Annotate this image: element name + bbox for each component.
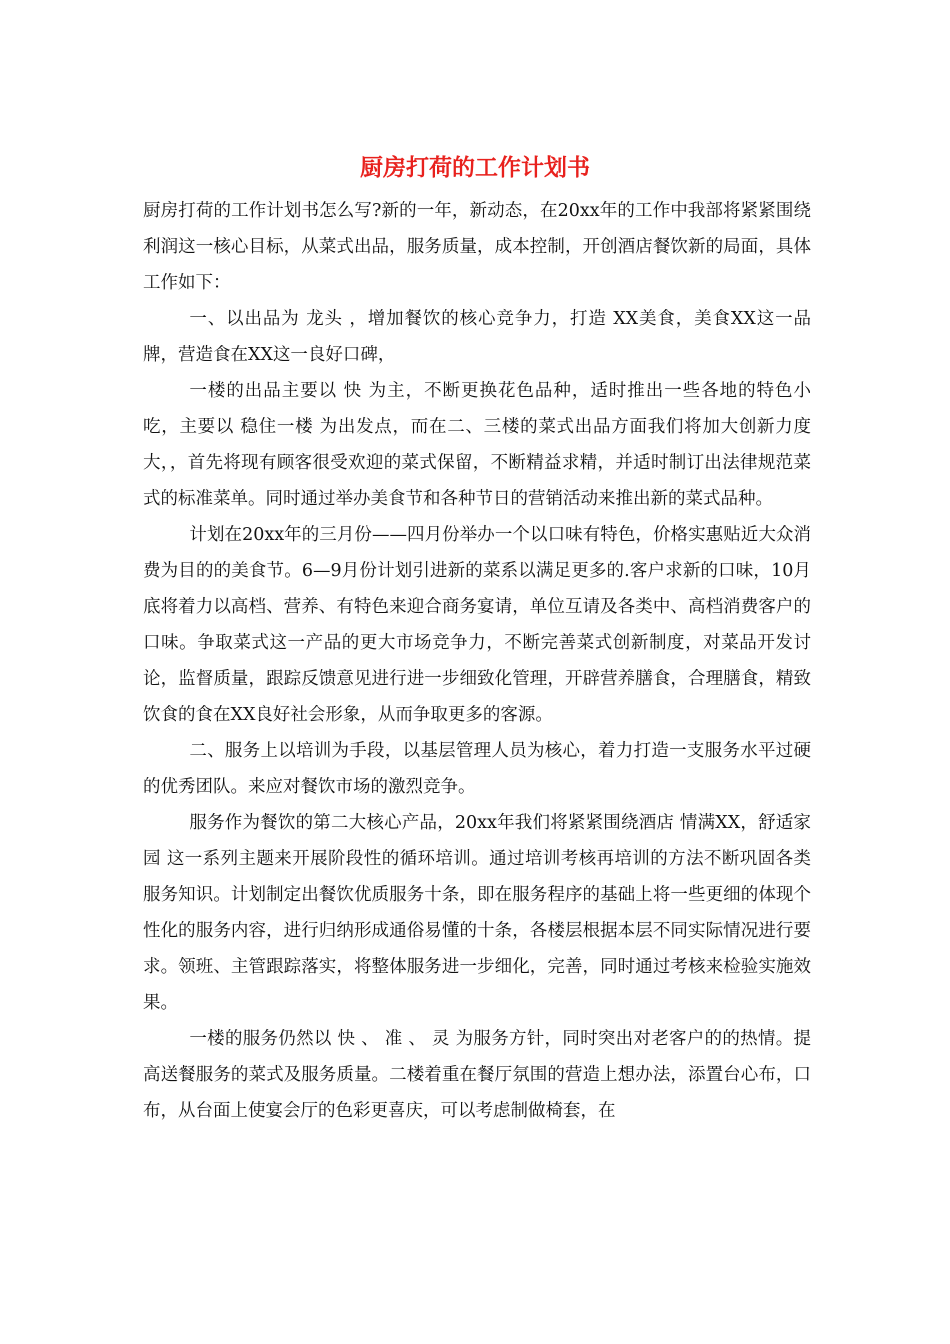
paragraph-service-training: 服务作为餐饮的第二大核心产品，20xx年我们将紧紧围绕酒店 情满XX，舒适家园 这一系列主题来开展阶段性的循环培训。通过培训考核再培训的方法不断巩固各类服务知识。计划制定出餐饮优质服务十条，即在服务程序的基础上将一些更细的体现个性化的服务内容，进行归纳形成通俗易懂的十条，各楼层根据本层不同实际情况进行要求。领班、主管跟踪落实，将整体服务进一步细化，完善，同时通过考核来检验实施效果。 bbox=[143, 813, 811, 1013]
paragraph-first-floor-service: 一楼的服务仍然以 快 、 准 、 灵 为服务方针，同时突出对老客户的的热情。提高送餐服务的菜式及服务质量。二楼着重在餐厅氛围的营造上想办法，添置台心布，口布，从台面上使宴会厅的色彩更喜庆，可以考虑制做椅套，在 bbox=[143, 1029, 811, 1121]
paragraph-first-floor-dishes: 一楼的出品主要以 快 为主，不断更换花色品种，适时推出一些各地的特色小吃，主要以 稳住一楼 为出发点，而在二、三楼的菜式出品方面我们将加大创新力度大，，首先将现有顾客很受欢迎的菜式保留，不断精益求精，并适时制订出法律规范菜式的标准菜单。同时通过举办美食节和各种节日的营销活动来推出新的菜式品种。 bbox=[143, 381, 811, 509]
paragraph-section-1-heading: 一、以出品为 龙头 ，增加餐饮的核心竞争力，打造 XX美食，美食XX这一品牌，营造食在XX这一良好口碑， bbox=[143, 309, 811, 365]
paragraph-section-2-heading: 二、服务上以培训为手段，以基层管理人员为核心，着力打造一支服务水平过硬的优秀团队。来应对餐饮市场的激烈竞争。 bbox=[143, 741, 811, 797]
paragraph-food-festival-plan: 计划在20xx年的三月份——四月份举办一个以口味有特色，价格实惠贴近大众消费为目的的美食节。6—9月份计划引进新的菜系以满足更多的.客户求新的口味，10月底将着力以高档、营养、有特色来迎合商务宴请，单位互请及各类中、高档消费客户的口味。争取菜式这一产品的更大市场竞争力，不断完善菜式创新制度，对菜品开发讨论，监督质量，跟踪反馈意见进行进一步细致化管理，开辟营养膳食，合理膳食，精致饮食的食在XX良好社会形象，从而争取更多的客源。 bbox=[143, 525, 811, 725]
document-title: 厨房打荷的工作计划书 bbox=[360, 154, 590, 181]
paragraph-intro: 厨房打荷的工作计划书怎么写?新的一年，新动态，在20xx年的工作中我部将紧紧围绕利润这一核心目标，从菜式出品，服务质量，成本控制，开创酒店餐饮新的局面，具体工作如下： bbox=[143, 201, 811, 293]
document-body bbox=[143, 193, 811, 1129]
